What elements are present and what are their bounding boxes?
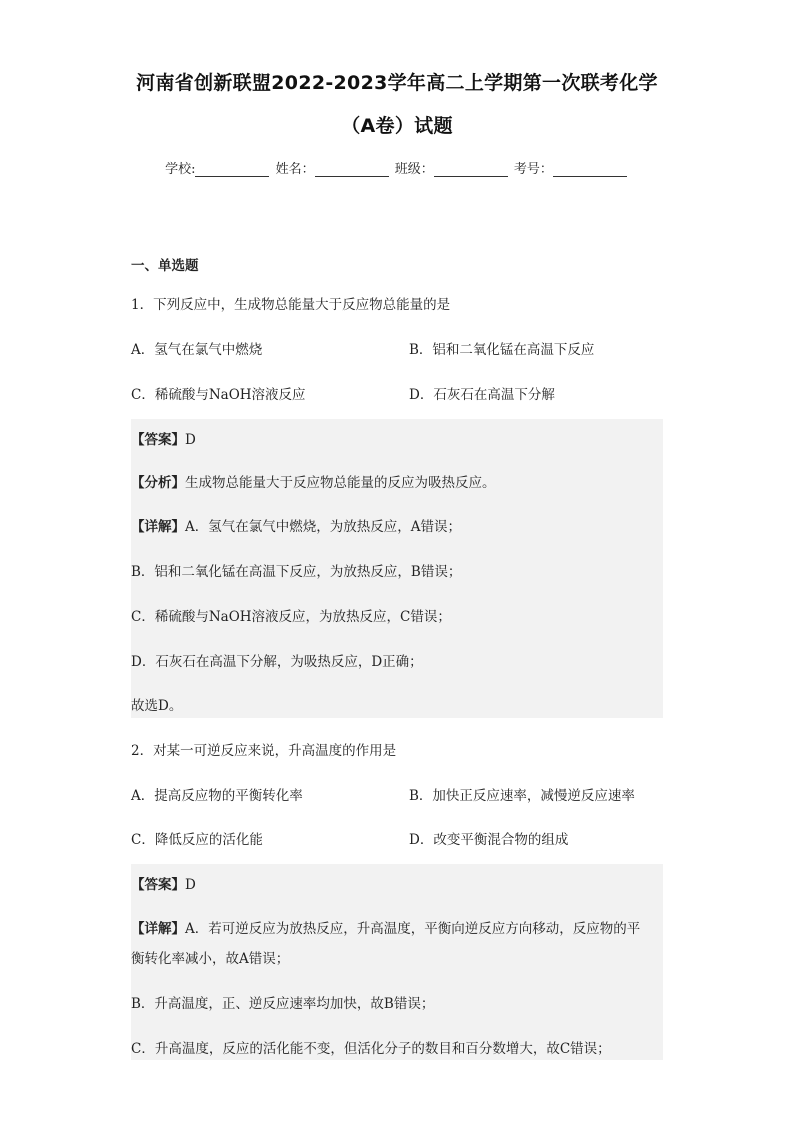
q1-answer-value: D [185,432,196,448]
q1-detail-2: B．铝和二氧化锰在高温下反应，为放热反应，B错误； [131,564,462,580]
q1-detail-4: D．石灰石在高温下分解，为吸热反应，D正确； [131,654,423,670]
section-heading: 一、单选题 [131,258,199,274]
q1-option-b: B．铝和二氧化锰在高温下反应 [409,342,595,358]
exam-title-line2: （A卷）试题 [341,115,453,137]
exam-number-blank[interactable] [553,162,627,177]
q2-stem: 2．对某一可逆反应来说，升高温度的作用是 [131,743,397,759]
name-label: 姓名： [275,162,315,177]
q1-detail-1 [131,515,461,535]
name-blank[interactable] [315,162,389,177]
q2-option-b: B．加快正反应速率，减慢逆反应速率 [409,788,635,804]
q1-stem: 1．下列反应中，生成物总能量大于反应物总能量的是 [131,297,451,313]
q2-option-d: D．改变平衡混合物的组成 [409,832,569,848]
class-label: 班级： [394,162,434,177]
q1-detail-5: 故选D。 [131,698,183,714]
q1-analysis-text: 生成物总能量大于反应物总能量的反应为吸热反应。 [185,475,496,491]
q1-option-c: C．稀硫酸与NaOH溶液反应 [131,387,306,403]
q1-detail-3: C．稀硫酸与NaOH溶液反应，为放热反应，C错误； [131,609,451,625]
exam-title-line1: 河南省创新联盟2022-2023学年高二上学期第一次联考化学 [136,72,658,94]
school-label: 学校: [165,162,196,177]
class-blank[interactable] [434,162,508,177]
q2-answer [131,873,196,893]
q2-option-c: C．降低反应的活化能 [131,832,263,848]
exam-number-label: 考号： [513,162,553,177]
q1-detail-line: A．氢气在氯气中燃烧，为放热反应，A错误； [185,519,461,535]
q1-analysis [131,471,496,491]
q2-detail-1 [131,917,640,937]
student-info-row [0,158,794,177]
q2-answer-value: D [185,877,196,893]
q2-detail-line: A．若可逆反应为放热反应，升高温度，平衡向逆反应方向移动，反应物的平 [185,921,641,937]
q1-answer [131,428,196,448]
school-blank[interactable] [195,162,269,177]
q1-answer-tag: 【答案】 [131,432,185,448]
q1-option-d: D．石灰石在高温下分解 [409,387,555,403]
q2-answer-tag: 【答案】 [131,877,185,893]
q1-option-a: A．氢气在氯气中燃烧 [131,342,263,358]
q2-detail-3: C．升高温度，反应的活化能不变，但活化分子的数目和百分数增大，故C错误； [131,1041,611,1057]
q2-detail-1-cont: 衡转化率减小，故A错误； [131,951,290,967]
q1-analysis-tag: 【分析】 [131,475,185,491]
q1-detail-tag: 【详解】 [131,519,185,535]
q2-detail-tag: 【详解】 [131,921,185,937]
q2-option-a: A．提高反应物的平衡转化率 [131,788,303,804]
q2-detail-2: B．升高温度，正、逆反应速率均加快，故B错误； [131,996,435,1012]
